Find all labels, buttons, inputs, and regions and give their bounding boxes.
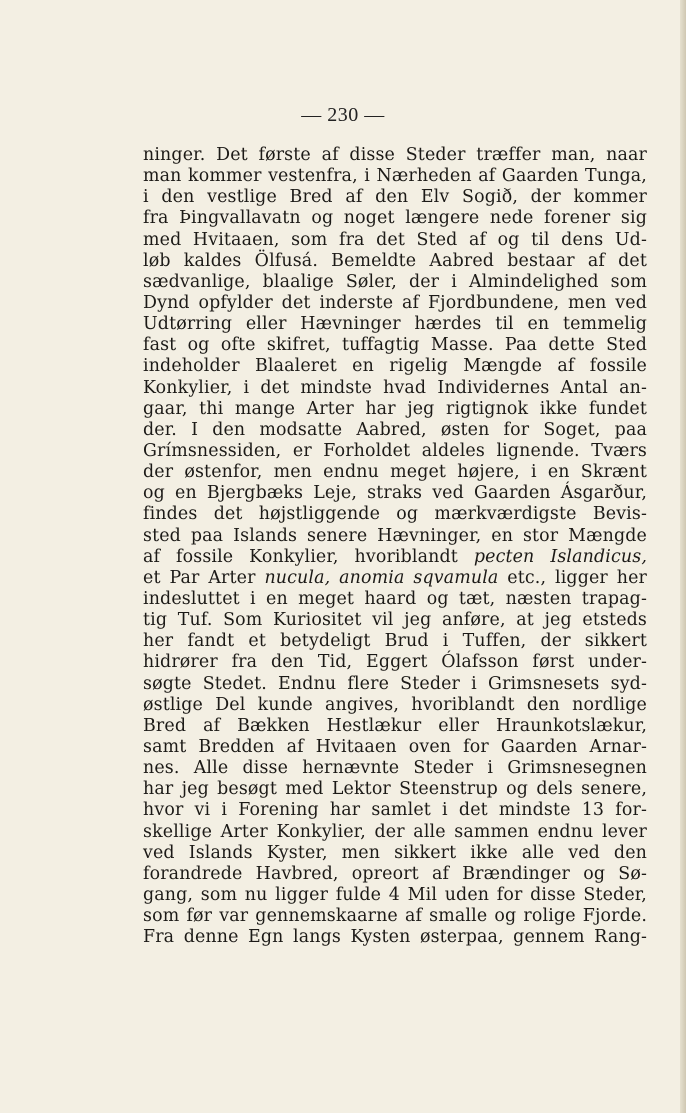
italic-text-segment: nucula, anomia sqvamula — [264, 567, 499, 588]
text-segment: indeholder Blaaleret en rigelig Mængde af fossile — [143, 356, 647, 377]
text-line — [143, 441, 647, 462]
text-line — [143, 483, 647, 504]
text-line — [143, 166, 647, 187]
text-segment: samt Bredden af Hvitaaen oven for Gaarden Arnar- — [143, 736, 647, 757]
text-line — [143, 145, 647, 166]
text-line — [143, 208, 647, 229]
page-edge — [680, 0, 686, 1113]
text-segment: Fra denne Egn langs Kysten østerpaa, gennem Rang- — [143, 927, 647, 948]
text-segment: Dynd opfylder det inderste af Fjordbundene, men ved — [143, 292, 647, 313]
text-line — [143, 187, 647, 208]
text-segment: sted paa Islands senere Hævninger, en stor Mængde — [143, 525, 647, 546]
text-line — [143, 462, 647, 483]
text-line — [143, 800, 647, 821]
text-segment: Grímsnessiden, er Forholdet aldeles lignende. Tværs — [143, 440, 647, 461]
text-line — [143, 716, 647, 737]
text-segment: har jeg besøgt med Lektor Steenstrup og dels senere, — [143, 779, 647, 800]
text-segment: fast og ofte skifret, tuffagtig Masse. Paa dette Sted — [143, 335, 647, 356]
text-line — [143, 272, 647, 293]
text-segment: ved Islands Kyster, men sikkert ikke alle ved den — [143, 842, 647, 863]
italic-text-segment: pecten Islandicus, — [473, 546, 647, 567]
text-segment: gaar, thi mange Arter har jeg rigtignok ikke fundet — [143, 398, 647, 419]
text-line — [143, 504, 647, 525]
text-line — [143, 568, 647, 589]
text-line — [143, 695, 647, 716]
text-segment: og en Bjergbæks Leje, straks ved Gaarden Ásgarður, — [143, 483, 647, 504]
text-segment: indesluttet i en meget haard og tæt, næsten trapag- — [143, 588, 647, 609]
text-line — [143, 610, 647, 631]
text-segment: et Par Arter — [143, 567, 265, 588]
text-segment: fra Þingvallavatn og noget længere nede forener sig — [143, 208, 647, 229]
text-line — [143, 356, 647, 377]
text-segment: med Hvitaaen, som fra det Sted af og til dens Ud- — [143, 229, 647, 250]
text-line — [143, 293, 647, 314]
text-line — [143, 399, 647, 420]
text-segment: ninger. Det første af disse Steder træffer man, naar — [143, 145, 647, 165]
text-segment: hidrører fra den Tid, Eggert Ólafsson først under- — [143, 652, 647, 673]
text-line — [143, 674, 647, 695]
text-segment: i den vestlige Bred af den Elv Sogið, der kommer — [143, 187, 647, 208]
text-segment: hvor vi i Forening har samlet i det mindste 13 for- — [143, 800, 647, 821]
text-line — [143, 230, 647, 251]
text-line — [143, 589, 647, 610]
text-segment: her fandt et betydeligt Brud i Tuffen, der sikkert — [143, 631, 647, 652]
text-line — [143, 314, 647, 335]
text-line — [143, 631, 647, 652]
text-segment: etc., ligger her — [498, 567, 647, 588]
text-segment: Konkylier, i det mindste hvad Individernes Antal an- — [143, 377, 647, 398]
text-line — [143, 822, 647, 843]
text-segment: gang, som nu ligger fulde 4 Mil uden for disse Steder, — [143, 884, 647, 905]
text-line — [143, 843, 647, 864]
text-segment: sædvanlige, blaalige Søler, der i Almindelighed som — [143, 271, 647, 292]
text-segment: Udtørring eller Hævninger hærdes til en temmelig — [143, 314, 647, 335]
text-line — [143, 526, 647, 547]
body-text — [143, 145, 647, 948]
text-segment: der østenfor, men endnu meget højere, i en Skrænt — [143, 462, 647, 483]
text-line — [143, 885, 647, 906]
text-segment: Bred af Bækken Hestlækur eller Hraunkotslækur, — [143, 715, 647, 736]
text-segment: der. I den modsatte Aabred, østen for Soget, paa — [143, 419, 647, 440]
text-segment: nes. Alle disse hernævnte Steder i Grimsnesegnen — [143, 758, 647, 779]
text-line — [143, 547, 647, 568]
text-line — [143, 758, 647, 779]
text-line — [143, 652, 647, 673]
text-line — [143, 737, 647, 758]
text-line — [143, 906, 647, 927]
text-segment: man kommer vestenfra, i Nærheden af Gaarden Tunga, — [143, 166, 647, 187]
text-line — [143, 420, 647, 441]
text-line — [143, 378, 647, 399]
text-segment: forandrede Havbred, opreort af Brændinger og Sø- — [143, 863, 647, 884]
text-segment: som før var gennemskaarne af smalle og rolige Fjorde. — [143, 906, 647, 927]
text-line — [143, 927, 647, 948]
page-number: — 230 — — [301, 104, 385, 126]
text-line — [143, 251, 647, 272]
text-line — [143, 335, 647, 356]
text-segment: østlige Del kunde angives, hvoriblandt den nordlige — [143, 694, 647, 715]
text-segment: skellige Arter Konkylier, der alle sammen endnu lever — [143, 821, 647, 842]
text-line — [143, 779, 647, 800]
text-segment: søgte Stedet. Endnu flere Steder i Grimsnesets syd- — [143, 673, 647, 694]
text-segment: findes det højstliggende og mærkværdigste Bevis- — [143, 504, 647, 525]
text-segment: tig Tuf. Som Kuriositet vil jeg anføre, at jeg etsteds — [143, 610, 647, 631]
text-line — [143, 864, 647, 885]
text-segment: løb kaldes Ölfusá. Bemeldte Aabred bestaar af det — [143, 250, 647, 271]
text-segment: af fossile Konkylier, hvoriblandt — [143, 546, 474, 567]
